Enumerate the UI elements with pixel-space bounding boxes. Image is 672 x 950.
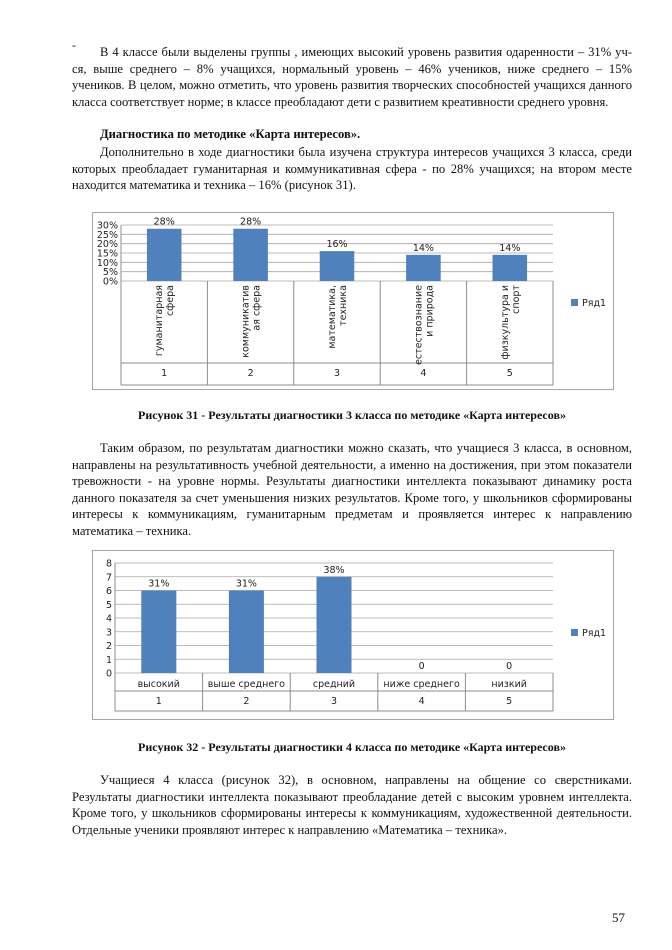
category-label-line: гуманитарная [154,285,166,357]
data-label: 0 [418,661,425,672]
category-number: 5 [506,696,513,707]
y-tick-label: 7 [105,572,112,584]
category-label: высокий [137,679,180,690]
category-number: 5 [506,368,513,379]
category-number: 3 [333,368,341,379]
bar-5 [493,255,528,281]
dash-mark: - [72,38,76,52]
category-label-line: естествознание [413,285,425,365]
y-tick-label: 15% [96,248,118,260]
chart-figure-32 [92,550,614,720]
category-number: 2 [247,368,254,379]
paragraph-interests-4: Учащиеся 4 класса (рисунок 32), в основном, направлены на общение со сверстниками. Результаты диагностики интеллекта показывают преобладание детей с высоким уровнем интеллекта. Кроме того, у школьников сформированы интересы к коммуникациям, художественной деятельности. Отдельные ученики проявляют интерес к направлению «Математика – техника». [72,773,632,837]
data-label: 31% [235,578,257,590]
data-label: 0 [506,661,513,672]
category-label-line: и природа [424,285,436,337]
category-number: 4 [418,696,425,707]
category-label-line: спорт [510,285,522,314]
data-label: 14% [412,242,434,254]
legend-swatch [571,629,578,636]
y-tick-label: 10% [96,257,118,269]
category-label [327,285,349,349]
legend-label: Ряд1 [582,298,607,309]
data-label: 14% [499,242,521,254]
y-tick-label: 0 [105,668,112,680]
y-tick-label: 8 [105,558,112,570]
bar-3 [320,251,355,281]
category-label-line: техника [338,285,349,326]
category-label [241,285,263,358]
y-tick-label: 20% [96,239,118,251]
figure-32-caption: Рисунок 32 - Результаты диагностики 4 класса по методике «Карта интересов» [138,740,566,754]
paragraph-creativity: В 4 классе были выделены группы , имеющих высокий уровень развития одаренности – 31% уч-ся, выше среднего – 8% учащихся, нормальный уровень – 46% учеников, ниже среднего – 15% учеников. В целом, можно отметить, что уровень развития творческих способностей учащихся данного класса соответствует норме; в классе преобладают дети с развитием креативности среднего уровня. [72,45,632,109]
chart-32-svg [93,551,613,719]
category-label: средний [312,679,356,690]
category-label-line: математика, [327,285,338,349]
data-label: 28% [153,216,175,228]
legend-swatch [571,299,578,306]
y-tick-label: 6 [105,586,112,597]
bar-3 [316,577,351,673]
legend-label: Ряд1 [582,628,607,639]
y-tick-label: 30% [96,220,118,232]
y-tick-label: 25% [96,229,118,241]
y-tick-label: 0% [102,276,118,288]
bar-2 [233,229,268,281]
category-label-line: физкультура и [499,285,511,360]
data-label: 16% [326,239,348,251]
category-number: 1 [155,696,162,707]
y-tick-label: 1 [105,654,112,666]
chart-figure-31 [92,212,614,390]
category-label-line: ая сфера [251,285,263,331]
section-heading: Диагностика по методике «Карта интересов». [100,127,361,141]
y-tick-label: 3 [105,627,112,639]
category-label [413,285,435,365]
category-number: 4 [420,368,427,379]
paragraph-conclusion-3: Таким образом, по результатам диагностики можно сказать, что учащиеся 3 класса, в основном, направлены на результативность учебной деятельности, а именно на достижения, при этом показатели тревожности - на уровне нормы. Результаты диагностики интеллекта показывают динамику роста данного показателя за счет уменьшения низких результатов. Кроме того, у школьников сформированы интересы к коммуникациям, гуманитарным предметам и проявляется интерес к направлению математика – техника. [72,441,632,538]
bar-1 [147,229,182,281]
data-label: 31% [148,578,170,590]
y-tick-label: 5 [105,599,112,611]
category-number: 3 [330,696,338,707]
figure-31-caption: Рисунок 31 - Результаты диагностики 3 класса по методике «Карта интересов» [138,408,566,422]
bar-2 [229,591,264,674]
category-label: низкий [491,679,527,690]
category-label [154,285,176,356]
chart-31-svg [93,213,613,389]
y-tick-label: 5% [102,267,118,279]
category-label-line: сфера [165,285,177,317]
bar-1 [141,591,176,674]
category-label-line: коммуникатив [240,285,252,358]
paragraph-interests-3: Дополнительно в ходе диагностики была изучена структура интересов учащихся 3 класса, среди которых преобладает гуманитарная и коммуникативная сфера - по 28% учащихся; на втором месте находится математика и техника – 16% (рисунок 31). [72,145,632,193]
category-number: 2 [243,696,250,707]
page-number: 57 [612,910,625,925]
category-label [500,285,522,360]
data-label: 28% [240,216,262,228]
bar-4 [406,255,441,281]
category-label: ниже среднего [383,679,460,690]
data-label: 38% [323,564,345,576]
category-number: 1 [161,368,168,379]
category-label: выше среднего [207,679,285,690]
y-tick-label: 2 [105,641,112,652]
y-tick-label: 4 [105,613,112,625]
